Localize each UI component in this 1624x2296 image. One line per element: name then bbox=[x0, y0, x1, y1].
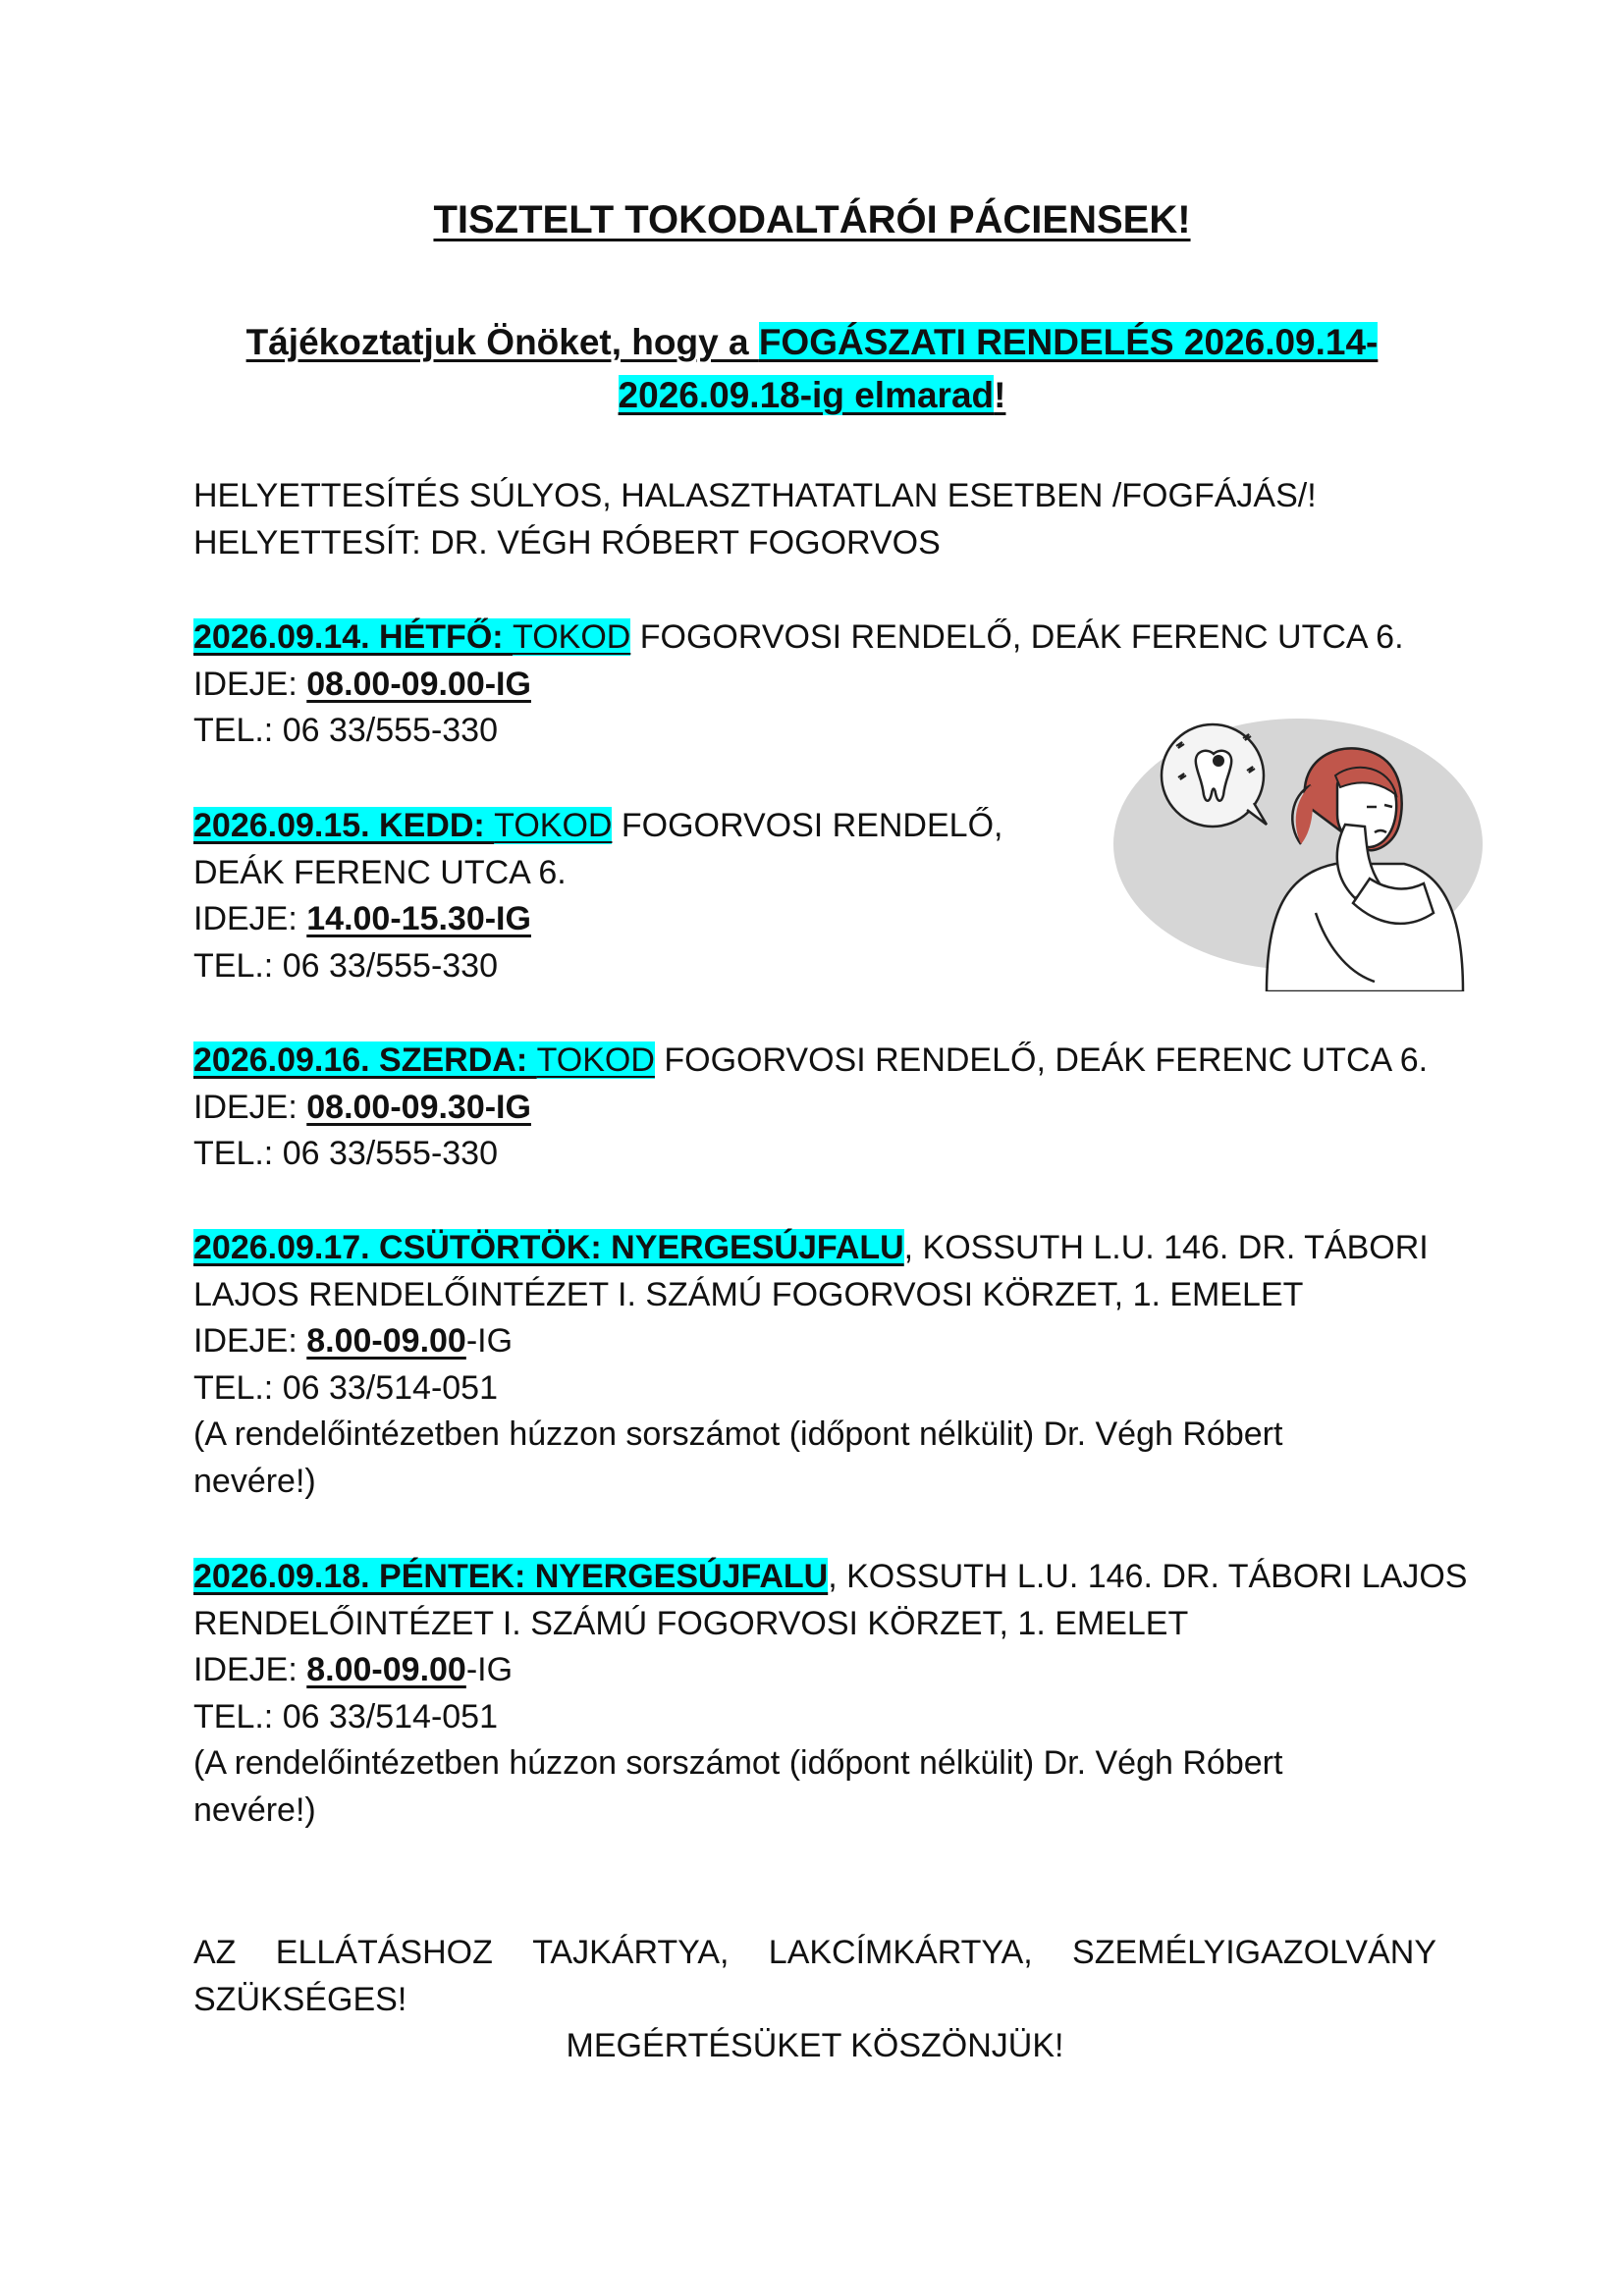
time-suffix: -IG bbox=[465, 1651, 514, 1688]
time-value: 08.00-09.30-IG bbox=[306, 1088, 531, 1126]
substitution-line-2: HELYETTESÍT: DR. VÉGH RÓBERT FOGORVOS bbox=[193, 523, 941, 561]
address-2: DEÁK FERENC UTCA 6. bbox=[193, 853, 567, 891]
note-2: nevére!) bbox=[193, 1790, 316, 1829]
phone: TEL.: 06 33/555-330 bbox=[193, 712, 499, 749]
note-1: (A rendelőintézetben húzzon sorszámot (időpont nélkülit) Dr. Végh Róbert bbox=[193, 1744, 1283, 1782]
phone: TEL.: 06 33/514-051 bbox=[193, 1697, 499, 1735]
address: , KOSSUTH L.U. 146. DR. TÁBORI bbox=[903, 1229, 1429, 1266]
req-word: AZ bbox=[193, 1934, 237, 1971]
day-label: 2026.09.17. CSÜTÖRTÖK: NYERGESÚJFALU bbox=[193, 1229, 904, 1266]
day-label: 2026.09.15. KEDD: bbox=[193, 807, 495, 844]
note-2: nevére!) bbox=[193, 1462, 316, 1500]
address-2: LAJOS RENDELŐINTÉZET I. SZÁMÚ FOGORVOSI KÖRZET, 1. EMELET bbox=[193, 1275, 1304, 1313]
place-label: TOKOD bbox=[494, 807, 613, 844]
illustration-svg bbox=[1110, 717, 1483, 991]
phone: TEL.: 06 33/514-051 bbox=[193, 1368, 499, 1407]
day-label: 2026.09.14. HÉTFŐ: bbox=[193, 618, 514, 656]
req-word: LAKCÍMKÁRTYA, bbox=[768, 1934, 1033, 1971]
req-word: TAJKÁRTYA, bbox=[532, 1934, 730, 1971]
schedule-friday bbox=[193, 1554, 1468, 1834]
thanks: MEGÉRTÉSÜKET KÖSZÖNJÜK! bbox=[566, 2027, 1064, 2064]
notice-exclamation: ! bbox=[994, 375, 1006, 415]
req-word: SZEMÉLYIGAZOLVÁNY bbox=[1072, 1934, 1436, 1971]
day-label: 2026.09.16. SZERDA: bbox=[193, 1041, 537, 1079]
substitution-info bbox=[193, 473, 1440, 566]
notice-intro: Tájékoztatjuk Önöket, hogy a bbox=[245, 322, 759, 362]
time-label: IDEJE: bbox=[193, 1651, 307, 1688]
time-value: 14.00-15.30-IG bbox=[306, 900, 531, 937]
requirements-line-2: SZÜKSÉGES! bbox=[193, 1980, 407, 2018]
time-label: IDEJE: bbox=[193, 665, 307, 703]
time-value: 8.00-09.00 bbox=[306, 1651, 466, 1688]
time-label: IDEJE: bbox=[193, 900, 307, 937]
schedule-wednesday bbox=[193, 1038, 1440, 1178]
address: FOGORVOSI RENDELŐ, bbox=[612, 807, 1003, 844]
address-2: RENDELŐINTÉZET I. SZÁMÚ FOGORVOSI KÖRZET, 1. EMELET bbox=[193, 1604, 1189, 1642]
time-label: IDEJE: bbox=[193, 1088, 307, 1126]
place-label: TOKOD bbox=[513, 618, 631, 656]
note-1: (A rendelőintézetben húzzon sorszámot (időpont nélkülit) Dr. Végh Róbert bbox=[193, 1415, 1283, 1453]
closure-notice bbox=[177, 316, 1447, 422]
substitution-line-1: HELYETTESÍTÉS SÚLYOS, HALASZTHATATLAN ESETBEN /FOGFÁJÁS/! bbox=[193, 477, 1317, 514]
time-suffix: -IG bbox=[465, 1322, 514, 1360]
requirements-line-1 bbox=[193, 1930, 1436, 1977]
notice-highlight-1: FOGÁSZATI RENDELÉS 2026.09.14- bbox=[758, 322, 1379, 362]
toothache-woman-illustration bbox=[1110, 717, 1483, 991]
schedule-thursday bbox=[193, 1225, 1440, 1505]
address: FOGORVOSI RENDELŐ, DEÁK FERENC UTCA 6. bbox=[654, 1041, 1429, 1079]
address: FOGORVOSI RENDELŐ, DEÁK FERENC UTCA 6. bbox=[630, 618, 1404, 656]
phone: TEL.: 06 33/555-330 bbox=[193, 946, 499, 985]
page-title: TISZTELT TOKODALTÁRÓI PÁCIENSEK! bbox=[433, 198, 1191, 241]
place-label: TOKOD bbox=[536, 1041, 655, 1079]
time-label: IDEJE: bbox=[193, 1322, 307, 1360]
time-value: 08.00-09.00-IG bbox=[306, 665, 531, 703]
requirements bbox=[193, 1930, 1440, 2070]
phone: TEL.: 06 33/555-330 bbox=[193, 1135, 499, 1172]
day-label: 2026.09.18. PÉNTEK: NYERGESÚJFALU bbox=[193, 1558, 829, 1595]
cavity-dot bbox=[1213, 755, 1224, 767]
address: , KOSSUTH L.U. 146. DR. TÁBORI LAJOS bbox=[828, 1558, 1468, 1595]
time-value: 8.00-09.00 bbox=[306, 1322, 466, 1360]
notice-highlight-2: 2026.09.18-ig elmarad bbox=[618, 375, 995, 415]
req-word: ELLÁTÁSHOZ bbox=[275, 1934, 493, 1971]
